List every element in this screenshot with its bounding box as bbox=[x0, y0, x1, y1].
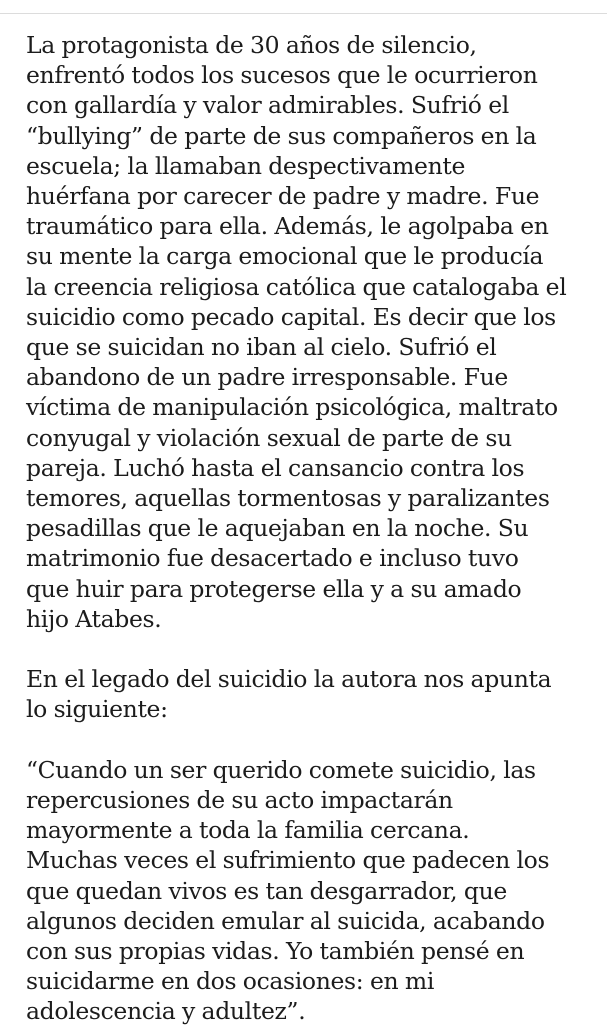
article-paragraph-1: La protagonista de 30 años de silencio, enfrentó todos los sucesos que le ocurrieron con gallardía y valor admirables. Sufrió el “bullying” de parte de sus compañeros en la escuela; la llamaban despectivamente huérfana por carecer de padre y madre. Fue traumático para ella. Además, le agolpaba en su mente la carga emocional que le producía la creencia religiosa católica que catalogaba el suicidio como pecado capital. Es decir que los que se suicidan no iban al cielo. Sufrió el abandono de un padre irresponsable. Fue víctima de manipulación psicológica, maltrato conyugal y violación sexual de parte de su pareja. Luchó hasta el cansancio contra los temores, aquellas tormentosas y paralizantes pesadillas que le aquejaban en la noche. Su matrimonio fue desacertado e incluso tuvo que huir para protegerse ella y a su amado hijo Atabes. bbox=[26, 31, 567, 633]
article-paragraph-2: En el legado del suicidio la autora nos apunta lo siguiente: bbox=[26, 665, 552, 724]
top-divider bbox=[0, 13, 607, 14]
article-body bbox=[26, 30, 591, 1027]
article-quote-paragraph: “Cuando un ser querido comete suicidio, las repercusiones de su acto impactarán mayormente a toda la familia cercana. Muchas veces el sufrimiento que padecen los que quedan vivos es tan desgarrador, que algunos deciden emular al suicida, acabando con sus propias vidas. Yo también pensé en suicidarme en dos ocasiones: en mi adolescencia y adultez”. bbox=[26, 755, 550, 1026]
